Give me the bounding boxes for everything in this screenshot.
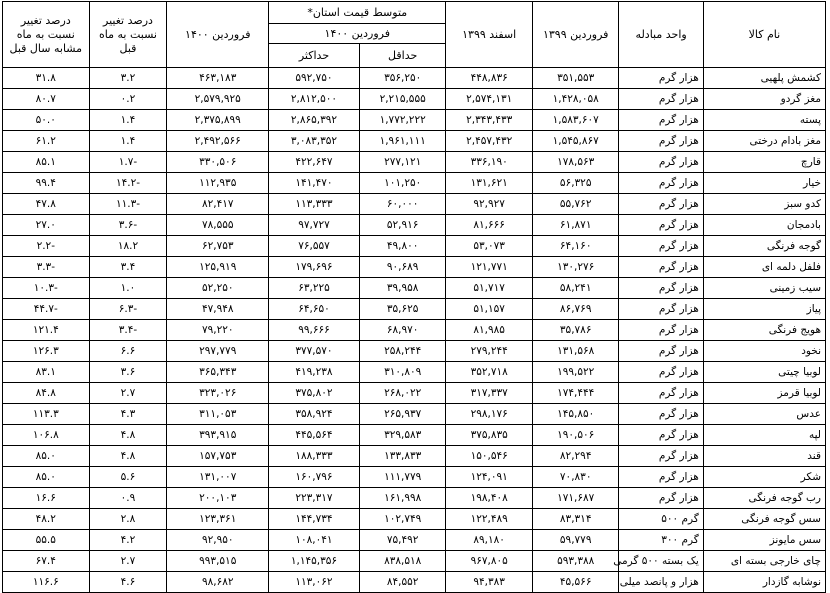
row-monthly-change: -۳.۴ — [89, 320, 167, 341]
row-name: مغز گردو — [703, 89, 825, 110]
row-farvardin-1400: ۷۸,۵۵۵ — [167, 215, 269, 236]
row-monthly-change: ۳.۲ — [89, 68, 167, 89]
header-farvardin-1399: فروردین ۱۳۹۹ — [532, 2, 619, 68]
row-min: ۱,۹۶۱,۱۱۱ — [359, 131, 446, 152]
row-farvardin-1399: ۵۹,۷۷۹ — [532, 530, 619, 551]
row-esfand-1399: ۲,۴۵۷,۴۳۲ — [446, 131, 533, 152]
row-farvardin-1400: ۲۹۷,۷۷۹ — [167, 341, 269, 362]
row-esfand-1399: ۱۲۴,۰۹۱ — [446, 467, 533, 488]
row-farvardin-1400: ۱۲۳,۳۶۱ — [167, 509, 269, 530]
table-row — [3, 488, 826, 509]
table-row — [3, 194, 826, 215]
row-unit: گرم ۳۰۰ — [619, 530, 703, 551]
row-name: گوجه فرنگی — [703, 236, 825, 257]
row-esfand-1399: ۲۷۹,۲۴۴ — [446, 341, 533, 362]
row-name: رب گوجه فرنگی — [703, 488, 825, 509]
row-esfand-1399: ۵۱,۷۱۷ — [446, 278, 533, 299]
table-row — [3, 509, 826, 530]
row-name: قند — [703, 446, 825, 467]
header-avg-title: متوسط قیمت استان* — [307, 5, 408, 19]
row-esfand-1399: ۹۲,۹۲۷ — [446, 194, 533, 215]
row-min: ۲۷۷,۱۲۱ — [359, 152, 446, 173]
row-yearly-change: ۸۳.۱ — [3, 362, 90, 383]
row-esfand-1399: ۳۳۶,۱۹۰ — [446, 152, 533, 173]
row-name: فلفل دلمه ای — [703, 257, 825, 278]
row-yearly-change: ۳۱.۸ — [3, 68, 90, 89]
row-farvardin-1400: ۳۶۵,۳۴۳ — [167, 362, 269, 383]
table-row — [3, 446, 826, 467]
row-farvardin-1399: ۸۲,۲۹۴ — [532, 446, 619, 467]
row-max: ۴۴۵,۵۶۴ — [269, 425, 360, 446]
row-unit: هزار گرم — [619, 215, 703, 236]
table-row — [3, 551, 826, 572]
row-esfand-1399: ۸۱,۶۶۶ — [446, 215, 533, 236]
price-table — [2, 1, 826, 593]
row-farvardin-1399: ۱,۵۸۳,۶۰۷ — [532, 110, 619, 131]
row-max: ۱۱۳,۰۶۲ — [269, 572, 360, 593]
row-min: ۳۵۶,۲۵۰ — [359, 68, 446, 89]
row-name: هویج فرنگی — [703, 320, 825, 341]
table-row — [3, 383, 826, 404]
row-monthly-change: ۱.۴ — [89, 110, 167, 131]
row-yearly-change: ۸۴.۸ — [3, 383, 90, 404]
row-yearly-change: ۱۰۶.۸ — [3, 425, 90, 446]
row-monthly-change: ۳.۴ — [89, 257, 167, 278]
row-min: ۳۱۰,۸۰۹ — [359, 362, 446, 383]
row-farvardin-1399: ۵۹۳,۳۸۸ — [532, 551, 619, 572]
row-monthly-change: -۱.۷ — [89, 152, 167, 173]
row-max: ۱,۱۴۵,۳۵۶ — [269, 551, 360, 572]
row-max: ۴۲۲,۶۴۷ — [269, 152, 360, 173]
row-name: بادمجان — [703, 215, 825, 236]
table-row — [3, 425, 826, 446]
row-min: ۳۵,۶۲۵ — [359, 299, 446, 320]
row-yearly-change: ۱۱۶.۶ — [3, 572, 90, 593]
row-farvardin-1399: ۱۹۹,۵۲۲ — [532, 362, 619, 383]
row-max: ۱۱۳,۳۳۳ — [269, 194, 360, 215]
row-monthly-change: -۱۴.۲ — [89, 173, 167, 194]
row-esfand-1399: ۵۳,۰۷۳ — [446, 236, 533, 257]
row-max: ۹۷,۷۲۷ — [269, 215, 360, 236]
row-unit: هزار گرم — [619, 383, 703, 404]
row-monthly-change: -۶.۳ — [89, 299, 167, 320]
row-farvardin-1399: ۱۹۰,۵۰۶ — [532, 425, 619, 446]
row-min: ۲۶۸,۰۲۲ — [359, 383, 446, 404]
row-max: ۳۷۷,۵۷۰ — [269, 341, 360, 362]
row-min: ۸۴,۵۵۲ — [359, 572, 446, 593]
row-esfand-1399: ۳۷۵,۸۳۵ — [446, 425, 533, 446]
row-name: سس مایونز — [703, 530, 825, 551]
row-min: ۱۶۱,۹۹۸ — [359, 488, 446, 509]
row-farvardin-1400: ۹۸,۶۸۲ — [167, 572, 269, 593]
row-yearly-change: ۸۵.۱ — [3, 152, 90, 173]
row-unit: گرم ۵۰۰ — [619, 509, 703, 530]
row-monthly-change: ۰.۲ — [89, 89, 167, 110]
row-monthly-change: ۰.۹ — [89, 488, 167, 509]
row-yearly-change: ۸۰.۷ — [3, 89, 90, 110]
row-monthly-change: ۲.۸ — [89, 509, 167, 530]
row-min: ۱۳۳,۸۳۳ — [359, 446, 446, 467]
row-esfand-1399: ۱۲۱,۷۷۱ — [446, 257, 533, 278]
row-esfand-1399: ۲۹۸,۱۷۶ — [446, 404, 533, 425]
row-max: ۱۴۴,۷۳۴ — [269, 509, 360, 530]
table-row — [3, 152, 826, 173]
header-avg-price-group — [269, 2, 446, 24]
row-unit: هزار گرم — [619, 404, 703, 425]
row-unit: هزار گرم — [619, 362, 703, 383]
row-max: ۲,۸۶۵,۳۹۲ — [269, 110, 360, 131]
row-farvardin-1399: ۸۶,۷۶۹ — [532, 299, 619, 320]
row-farvardin-1399: ۷۰,۸۳۰ — [532, 467, 619, 488]
row-yearly-change: -۲.۲ — [3, 236, 90, 257]
row-unit: هزار گرم — [619, 68, 703, 89]
table-row — [3, 299, 826, 320]
row-yearly-change: ۱۲۱.۴ — [3, 320, 90, 341]
row-name: کشمش پلهیی — [703, 68, 825, 89]
header-yearly-line2: نسبت به ماه — [16, 27, 75, 41]
table-row — [3, 131, 826, 152]
table-row — [3, 341, 826, 362]
row-min: ۴۹,۸۰۰ — [359, 236, 446, 257]
row-farvardin-1400: ۸۲,۴۱۷ — [167, 194, 269, 215]
row-farvardin-1400: ۶۲,۷۵۳ — [167, 236, 269, 257]
row-monthly-change: ۳.۶ — [89, 362, 167, 383]
row-unit: هزار و پانصد میلی — [619, 572, 703, 593]
row-unit: هزار گرم — [619, 320, 703, 341]
row-farvardin-1399: ۵۶,۳۲۵ — [532, 173, 619, 194]
row-max: ۳,۰۸۳,۳۵۲ — [269, 131, 360, 152]
table-row — [3, 257, 826, 278]
row-min: ۱,۷۷۲,۲۲۲ — [359, 110, 446, 131]
row-monthly-change: ۵.۶ — [89, 467, 167, 488]
row-unit: هزار گرم — [619, 194, 703, 215]
row-unit: هزار گرم — [619, 278, 703, 299]
row-farvardin-1399: ۱۷۱,۶۸۷ — [532, 488, 619, 509]
row-farvardin-1399: ۱,۵۴۵,۸۶۷ — [532, 131, 619, 152]
row-farvardin-1400: ۲,۵۷۹,۹۲۵ — [167, 89, 269, 110]
row-unit: هزار گرم — [619, 110, 703, 131]
row-esfand-1399: ۸۱,۹۸۵ — [446, 320, 533, 341]
table-row — [3, 320, 826, 341]
row-name: مغز بادام درختی — [703, 131, 825, 152]
row-farvardin-1399: ۱۴۵,۸۵۰ — [532, 404, 619, 425]
header-monthly-line2: نسبت به ماه — [99, 27, 157, 41]
table-row — [3, 68, 826, 89]
row-min: ۶۰,۰۰۰ — [359, 194, 446, 215]
row-esfand-1399: ۱۵۰,۵۴۶ — [446, 446, 533, 467]
row-yearly-change: -۴۴.۷ — [3, 299, 90, 320]
row-farvardin-1399: ۶۴,۱۶۰ — [532, 236, 619, 257]
row-farvardin-1399: ۸۳,۳۱۴ — [532, 509, 619, 530]
row-monthly-change: ۶.۶ — [89, 341, 167, 362]
row-unit: هزار گرم — [619, 173, 703, 194]
header-yearly-line1: درصد تغییر — [20, 13, 71, 27]
row-name: کدو سبز — [703, 194, 825, 215]
row-max: ۶۴,۶۵۰ — [269, 299, 360, 320]
row-monthly-change: -۳.۶ — [89, 215, 167, 236]
row-esfand-1399: ۴۴۸,۸۳۶ — [446, 68, 533, 89]
row-monthly-change: ۱.۰ — [89, 278, 167, 299]
row-monthly-change: ۴.۸ — [89, 425, 167, 446]
row-esfand-1399: ۲,۳۴۳,۴۳۳ — [446, 110, 533, 131]
row-max: ۴۱۹,۲۳۸ — [269, 362, 360, 383]
row-yearly-change: -۱۰.۳ — [3, 278, 90, 299]
row-yearly-change: ۵۰.۰ — [3, 110, 90, 131]
table-body — [3, 68, 826, 593]
row-yearly-change: ۶۷.۴ — [3, 551, 90, 572]
row-name: نخود — [703, 341, 825, 362]
row-yearly-change: ۱۱۳.۳ — [3, 404, 90, 425]
row-farvardin-1400: ۱۵۷,۷۵۳ — [167, 446, 269, 467]
row-farvardin-1400: ۲,۳۷۵,۸۹۹ — [167, 110, 269, 131]
row-monthly-change: ۴.۸ — [89, 446, 167, 467]
row-monthly-change: ۱.۴ — [89, 131, 167, 152]
row-farvardin-1400: ۷۹,۲۲۰ — [167, 320, 269, 341]
row-max: ۳۵۸,۹۲۴ — [269, 404, 360, 425]
row-max: ۲۲۳,۳۱۷ — [269, 488, 360, 509]
row-farvardin-1400: ۳۱۱,۰۵۳ — [167, 404, 269, 425]
header-yearly-line3: مشابه سال قبل — [9, 41, 83, 55]
row-name: پیاز — [703, 299, 825, 320]
row-min: ۲۶۵,۹۳۷ — [359, 404, 446, 425]
row-unit: هزار گرم — [619, 467, 703, 488]
header-yearly-change — [3, 2, 90, 68]
table-row — [3, 467, 826, 488]
row-farvardin-1400: ۲۰۰,۱۰۳ — [167, 488, 269, 509]
row-min: ۱۰۱,۲۵۰ — [359, 173, 446, 194]
row-max: ۱۶۰,۷۹۶ — [269, 467, 360, 488]
header-monthly-change — [89, 2, 167, 68]
row-esfand-1399: ۱۹۸,۴۰۸ — [446, 488, 533, 509]
row-min: ۱۰۲,۷۴۹ — [359, 509, 446, 530]
row-name: لوبیا چیتی — [703, 362, 825, 383]
row-unit: هزار گرم — [619, 425, 703, 446]
row-farvardin-1399: ۴۵,۵۶۶ — [532, 572, 619, 593]
table-row — [3, 278, 826, 299]
header-avg-period: فروردین ۱۴۰۰ — [269, 24, 446, 44]
row-yearly-change: -۳.۳ — [3, 257, 90, 278]
row-farvardin-1399: ۵۵,۷۶۲ — [532, 194, 619, 215]
row-farvardin-1399: ۶۱,۸۷۱ — [532, 215, 619, 236]
row-max: ۱۸۸,۳۳۳ — [269, 446, 360, 467]
table-row — [3, 110, 826, 131]
row-max: ۱۷۹,۶۹۶ — [269, 257, 360, 278]
row-name: پسته — [703, 110, 825, 131]
row-min: ۹۰,۶۸۹ — [359, 257, 446, 278]
row-monthly-change: ۴.۳ — [89, 404, 167, 425]
table-row — [3, 236, 826, 257]
header-monthly-line3: قبل — [119, 41, 137, 55]
row-max: ۷۶,۵۵۷ — [269, 236, 360, 257]
row-farvardin-1400: ۱۱۲,۹۳۵ — [167, 173, 269, 194]
row-max: ۹۹,۶۶۶ — [269, 320, 360, 341]
row-esfand-1399: ۱۲۲,۴۸۹ — [446, 509, 533, 530]
table-row — [3, 362, 826, 383]
table-header — [3, 2, 826, 68]
row-unit: هزار گرم — [619, 257, 703, 278]
row-min: ۱۱۱,۷۷۹ — [359, 467, 446, 488]
row-unit: هزار گرم — [619, 131, 703, 152]
row-name: خیار — [703, 173, 825, 194]
row-farvardin-1400: ۳۳۰,۵۰۶ — [167, 152, 269, 173]
row-unit: هزار گرم — [619, 299, 703, 320]
row-max: ۱۴۱,۴۷۰ — [269, 173, 360, 194]
row-monthly-change: ۱۸.۲ — [89, 236, 167, 257]
row-farvardin-1400: ۵۲,۲۵۰ — [167, 278, 269, 299]
row-max: ۵۹۲,۷۵۰ — [269, 68, 360, 89]
row-yearly-change: ۹۹.۴ — [3, 173, 90, 194]
row-max: ۶۳,۲۲۵ — [269, 278, 360, 299]
row-farvardin-1399: ۱,۴۲۸,۰۵۸ — [532, 89, 619, 110]
row-yearly-change: ۶۱.۲ — [3, 131, 90, 152]
header-monthly-line1: درصد تغییر — [103, 13, 153, 27]
row-min: ۲۵۸,۲۴۴ — [359, 341, 446, 362]
row-max: ۱۰۸,۰۴۱ — [269, 530, 360, 551]
row-farvardin-1400: ۴۶۳,۱۸۳ — [167, 68, 269, 89]
table-row — [3, 215, 826, 236]
row-name: شکر — [703, 467, 825, 488]
row-farvardin-1400: ۴۷,۹۴۸ — [167, 299, 269, 320]
row-yearly-change: ۸۵.۰ — [3, 446, 90, 467]
row-yearly-change: ۸۵.۰ — [3, 467, 90, 488]
row-monthly-change: ۴.۶ — [89, 572, 167, 593]
header-max: حداکثر — [269, 44, 360, 68]
row-unit: هزار گرم — [619, 341, 703, 362]
row-monthly-change: ۴.۲ — [89, 530, 167, 551]
row-farvardin-1400: ۱۲۵,۹۱۹ — [167, 257, 269, 278]
row-name: سیب زمینی — [703, 278, 825, 299]
row-min: ۶۸,۹۷۰ — [359, 320, 446, 341]
row-farvardin-1399: ۱۳۱,۵۶۸ — [532, 341, 619, 362]
row-farvardin-1400: ۹۲,۹۵۰ — [167, 530, 269, 551]
row-esfand-1399: ۳۵۲,۷۱۸ — [446, 362, 533, 383]
row-min: ۵۲,۹۱۶ — [359, 215, 446, 236]
row-min: ۳۲۹,۵۸۳ — [359, 425, 446, 446]
row-yearly-change: ۱۲۶.۳ — [3, 341, 90, 362]
header-min: حداقل — [359, 44, 446, 68]
row-min: ۸۳۸,۵۱۸ — [359, 551, 446, 572]
row-farvardin-1400: ۳۲۳,۰۲۶ — [167, 383, 269, 404]
row-yearly-change: ۴۷.۸ — [3, 194, 90, 215]
row-esfand-1399: ۱۳۱,۶۲۱ — [446, 173, 533, 194]
row-monthly-change: ۲.۷ — [89, 383, 167, 404]
row-farvardin-1399: ۳۵۱,۵۵۳ — [532, 68, 619, 89]
row-unit: هزار گرم — [619, 152, 703, 173]
row-farvardin-1399: ۱۷۴,۴۴۴ — [532, 383, 619, 404]
row-min: ۲,۲۱۵,۵۵۵ — [359, 89, 446, 110]
row-unit: یک بسته ۵۰۰ گرمی — [619, 551, 703, 572]
header-unit: واحد مبادله — [619, 2, 703, 68]
row-esfand-1399: ۲,۵۷۴,۱۳۱ — [446, 89, 533, 110]
table-row — [3, 404, 826, 425]
row-monthly-change: ۲.۷ — [89, 551, 167, 572]
row-unit: هزار گرم — [619, 89, 703, 110]
row-unit: هزار گرم — [619, 236, 703, 257]
row-unit: هزار گرم — [619, 446, 703, 467]
row-farvardin-1400: ۳۹۳,۹۱۵ — [167, 425, 269, 446]
row-esfand-1399: ۳۱۷,۳۳۷ — [446, 383, 533, 404]
row-esfand-1399: ۵۱,۱۵۷ — [446, 299, 533, 320]
row-farvardin-1400: ۲,۴۹۲,۵۶۶ — [167, 131, 269, 152]
row-min: ۷۵,۴۹۲ — [359, 530, 446, 551]
table-row — [3, 89, 826, 110]
row-max: ۲,۸۱۲,۵۰۰ — [269, 89, 360, 110]
row-name: سس گوجه فرنگی — [703, 509, 825, 530]
row-esfand-1399: ۹۴,۳۸۳ — [446, 572, 533, 593]
table-row — [3, 572, 826, 593]
row-name: نوشابه گازدار — [703, 572, 825, 593]
table-row — [3, 530, 826, 551]
row-yearly-change: ۱۶.۶ — [3, 488, 90, 509]
header-name: نام کالا — [703, 2, 825, 68]
row-yearly-change: ۵۵.۵ — [3, 530, 90, 551]
row-farvardin-1400: ۹۹۳,۵۱۵ — [167, 551, 269, 572]
header-farvardin-1400: فروردین ۱۴۰۰ — [167, 2, 269, 68]
row-farvardin-1399: ۵۸,۲۴۱ — [532, 278, 619, 299]
row-farvardin-1399: ۳۵,۷۸۶ — [532, 320, 619, 341]
row-yearly-change: ۴۸.۲ — [3, 509, 90, 530]
header-esfand-1399: اسفند ۱۳۹۹ — [446, 2, 533, 68]
row-name: چای خارجی بسته ای — [703, 551, 825, 572]
row-esfand-1399: ۸۹,۱۸۰ — [446, 530, 533, 551]
table-row — [3, 173, 826, 194]
row-name: لپه — [703, 425, 825, 446]
row-name: قارچ — [703, 152, 825, 173]
row-esfand-1399: ۹۶۷,۸۰۵ — [446, 551, 533, 572]
row-farvardin-1400: ۱۳۱,۰۰۷ — [167, 467, 269, 488]
row-yearly-change: ۲۷.۰ — [3, 215, 90, 236]
row-max: ۳۷۵,۸۰۲ — [269, 383, 360, 404]
row-name: عدس — [703, 404, 825, 425]
row-farvardin-1399: ۱۳۰,۲۷۶ — [532, 257, 619, 278]
row-farvardin-1399: ۱۷۸,۵۶۳ — [532, 152, 619, 173]
row-name: لوبیا قرمز — [703, 383, 825, 404]
row-monthly-change: -۱۱.۳ — [89, 194, 167, 215]
row-unit: هزار گرم — [619, 488, 703, 509]
row-min: ۳۹,۹۵۸ — [359, 278, 446, 299]
